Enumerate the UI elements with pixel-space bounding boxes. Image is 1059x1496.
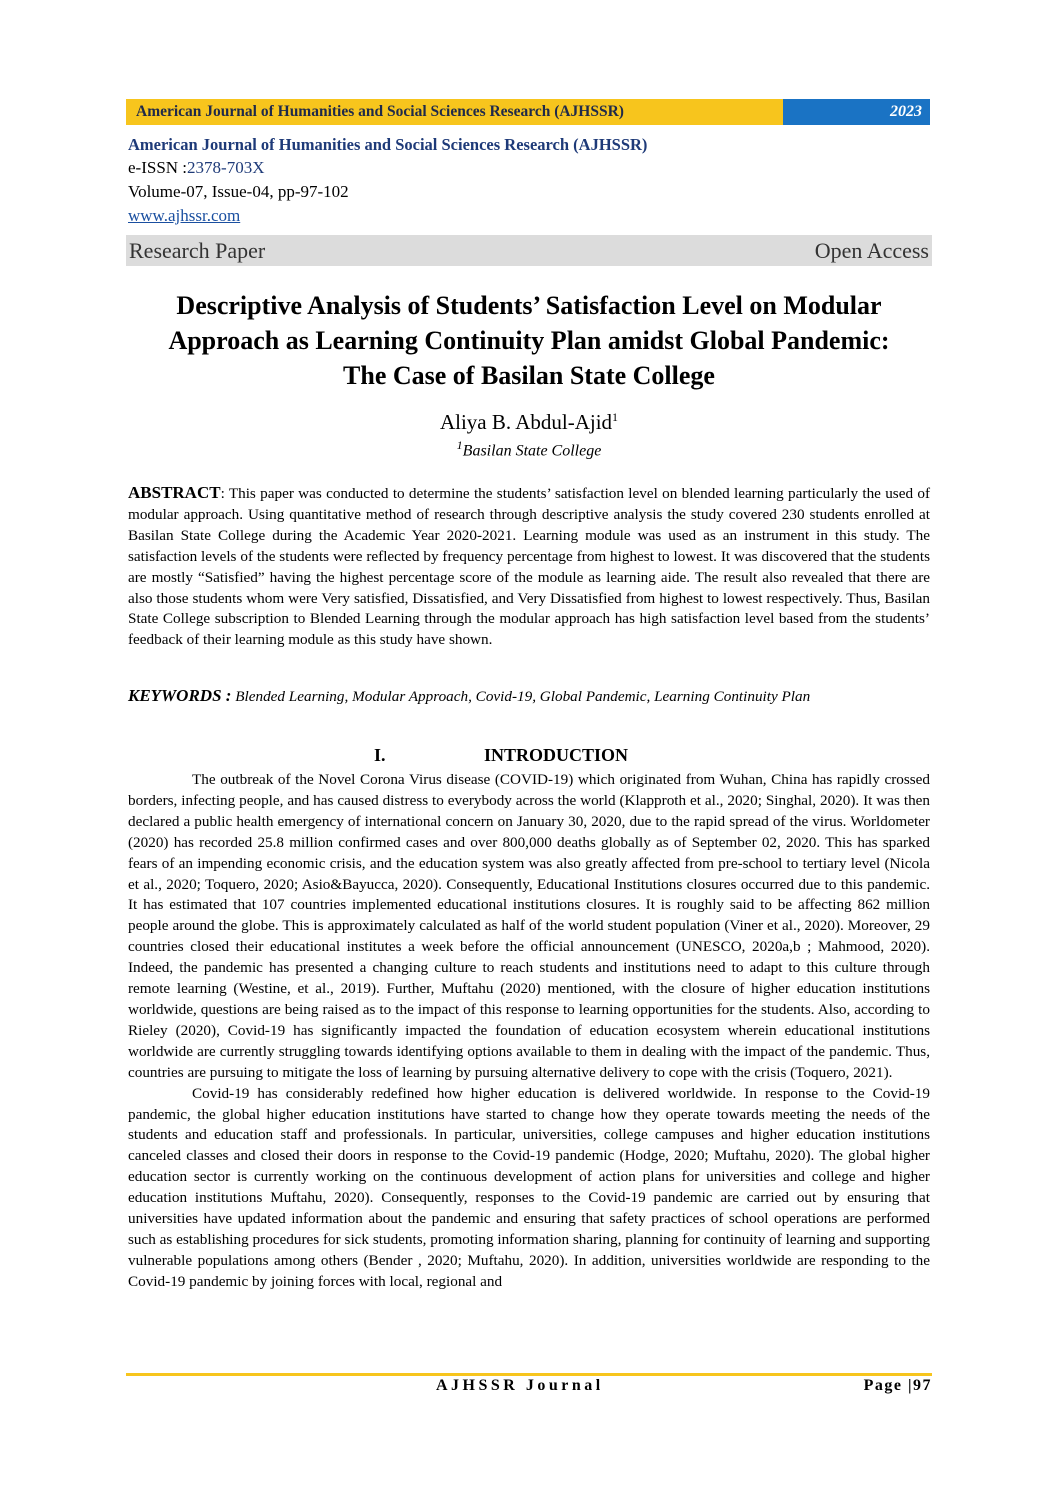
header-year: 2023 (783, 99, 930, 125)
publication-meta (128, 134, 928, 228)
page-label: Page | (863, 1377, 913, 1394)
page-footer (126, 1377, 932, 1399)
section-title: INTRODUCTION (484, 745, 629, 765)
title-line-3: The Case of Basilan State College (343, 361, 715, 390)
meta-volume: Volume-07, Issue-04, pp-97-102 (128, 182, 349, 201)
title-line-2: Approach as Learning Continuity Plan amidst Global Pandemic: (168, 326, 890, 355)
header-journal-name: American Journal of Humanities and Social Sciences Research (AJHSSR) (126, 99, 783, 125)
footer-rule (126, 1373, 932, 1376)
body-text (128, 770, 930, 1293)
meta-journal-name: American Journal of Humanities and Social Sciences Research (AJHSSR) (128, 135, 648, 154)
access-type: Open Access (814, 237, 929, 263)
page-number-value: 97 (913, 1377, 932, 1394)
article-type-bar (126, 235, 932, 266)
paragraph: The outbreak of the Novel Corona Virus disease (COVID-19) which originated from Wuhan, China has rapidly crossed borders, infecting people, and has caused distress to everybody across the world (Klapproth et al., 2020; Singhal, 2020). It was then declared a public health emergency of international concern on January 30, 2020, due to the rapid spread of the virus. Worldometer (2020) has recorded 25.8 million confirmed cases and over 800,000 deaths globally as of September 02, 2020. This has sparked fears of an impending economic crisis, and the education system was also greatly affected from pre-school to tertiary level (Nicola et al., 2020; Toquero, 2020; Asio&Bayucca, 2020). Consequently, Educational Institutions closures occurred due to this pandemic. It has estimated that 107 countries implemented educational institutions closures. It is roughly said to be affecting 862 million people around the globe. This is approximately calculated as half of the world student population (Viner et al., 2020). Moreover, 29 countries closed their educational institutes a week before the official announcement (UNESCO, 2020a,b ; Mahmood, 2020). Indeed, the pandemic has presented a changing culture to reach students and institutions need to adapt to this culture through remote learning (Westine, et al., 2019). Further, Muftahu (2020) mentioned, with the closure of higher education institutions worldwide, questions are being raised as to the impact of this response to learning opportunities for the students. Also, according to Rieley (2020), Covid-19 has significantly impacted the foundation of education ecosystem wherein educational institutions worldwide are currently struggling towards identifying options available to them in dealing with the impact of the pandemic. Thus, countries are pursuing to mitigate the loss of learning by pursuing alternative delivery to cope with the crisis (Toquero, 2021). (128, 771, 930, 1081)
keywords-text: Blended Learning, Modular Approach, Covid-19, Global Pandemic, Learning Continuity Plan (231, 688, 811, 705)
keywords-label: KEYWORDS : (128, 686, 232, 705)
journal-header-bar (126, 99, 930, 125)
paragraph: Covid-19 has considerably redefined how higher education is delivered worldwide. In response to the Covid-19 pandemic, the global higher education institutions have started to change how they operate towards meeting the needs of the students and education staff and professionals. In particular, universities, college campuses and higher education institutions canceled classes and closed their doors in response to the Covid-19 pandemic (Hodge, 2020; Muftahu, 2020). The global higher education sector is currently working on the continuous development of action plans for universities and college and higher education institutions Muftahu, 2020). Consequently, responses to the Covid-19 pandemic are carried out by ensuring that universities have updated information about the pandemic and ensuring that safety practices of school operations are performed such as establishing procedures for sick students, promoting information sharing, planning for continuity of learning and supporting vulnerable populations among others (Bender , 2020; Muftahu, 2020). In addition, universities worldwide are responding to the Covid-19 pandemic by joining forces with local, regional and (128, 1084, 930, 1290)
footer-journal-name: AJHSSR Journal (436, 1377, 604, 1394)
title-line-1: Descriptive Analysis of Students’ Satisfaction Level on Modular (176, 291, 882, 320)
abstract-label: ABSTRACT (128, 483, 221, 502)
page-number (864, 1377, 932, 1395)
affiliation (126, 438, 932, 460)
paper-title (126, 288, 932, 393)
author-superscript: 1 (612, 410, 619, 424)
section-number: I. (374, 745, 386, 765)
abstract (128, 483, 930, 651)
keywords (128, 686, 930, 706)
meta-issn (128, 156, 928, 180)
issn-label: e-ISSN : (128, 158, 188, 177)
author (126, 410, 932, 435)
journal-website-link[interactable]: www.ajhssr.com (128, 206, 241, 225)
abstract-text: : This paper was conducted to determine the students’ satisfaction level on blended learning particularly the used of modular approach. Using quantitative method of research through descriptive analysis the study covered 230 students enrolled at Basilan State College during the Academic Year 2020-2021. Learning module was used as an instrument in this study. The satisfaction levels of the students were reflected by frequency percentage from highest to lowest. It was discovered that the students are mostly “Satisfied” having the highest percentage score of the module as learning aide. The result also revealed that there are also those students whom were Very satisfied, Dissatisfied, and Very Dissatisfied from highest to lowest respectively. Thus, Basilan State College subscription to Blended Learning through the modular approach has high satisfaction level based from the students’ feedback of their learning module as this study have shown. (128, 485, 930, 649)
article-type: Research Paper (129, 237, 266, 263)
affiliation-superscript: 1 (456, 438, 463, 452)
issn-number: 2378-703X (187, 158, 265, 177)
author-name: Aliya B. Abdul-Ajid (439, 410, 613, 434)
affiliation-name: Basilan State College (462, 442, 602, 460)
